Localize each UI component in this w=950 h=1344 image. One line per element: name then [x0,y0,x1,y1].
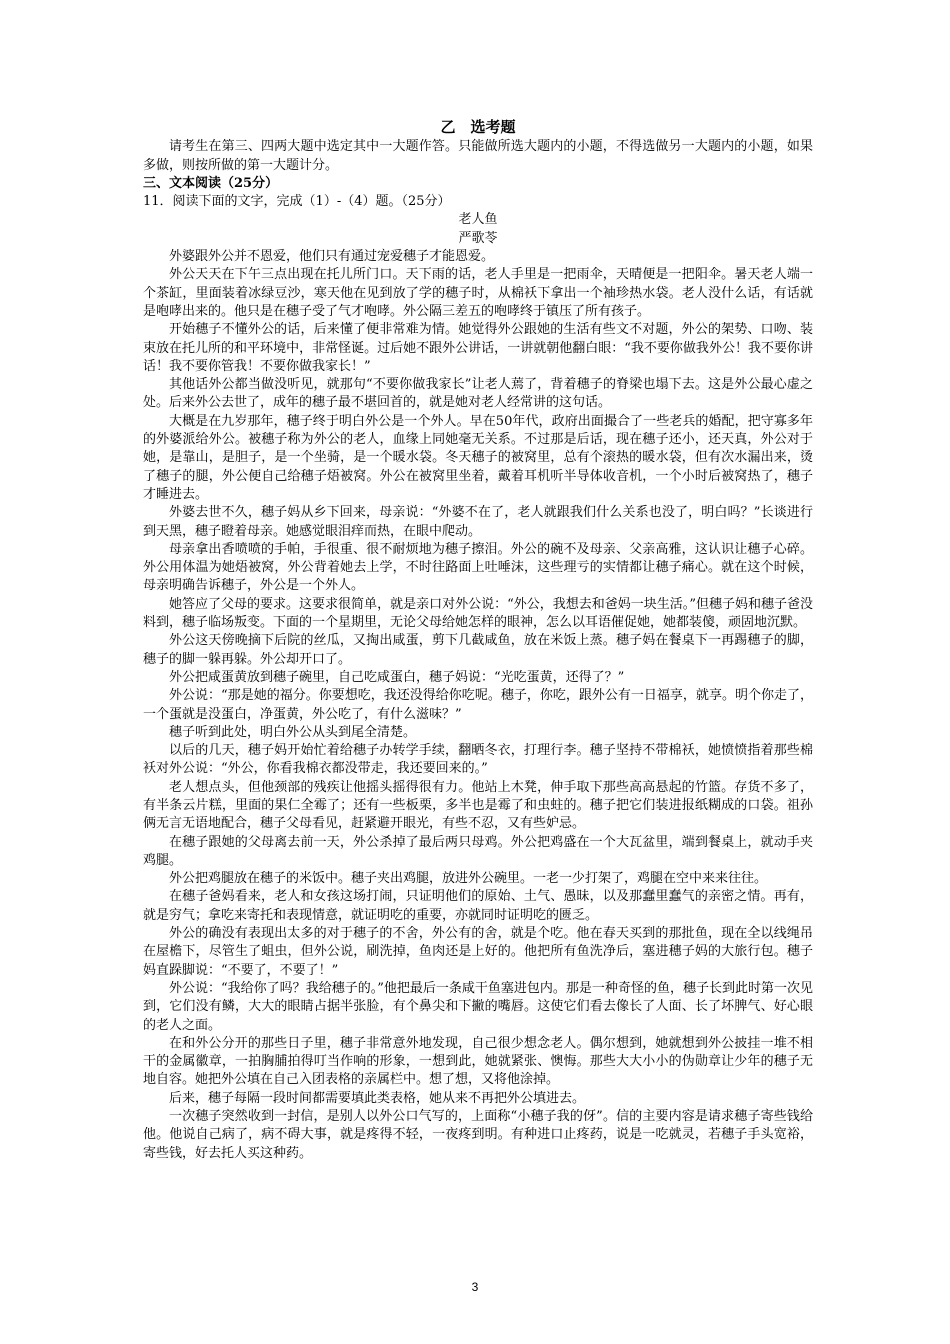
question-prompt: 11．阅读下面的文字，完成（1）-（4）题。（25分） [143,194,451,210]
paragraph: 一次穗子突然收到一封信，是别人以外公口气写的，上面称“小穗子我的伢”。信的主要内容是请求穗子寄些钱给他。他说自己病了，病不碍大事，就是疼得不轻，一夜疼到明。有种进口止疼药，说是一吃就灵，若穗子手头宽裕，寄些钱，好去托人买这种药。 [143,1109,813,1161]
paragraph: 外公天天在下午三点出现在托儿所门口。天下雨的话，老人手里是一把雨伞，天晴便是一把阳伞。暑天老人端一个茶缸，里面装着冰绿豆沙，寒天他在见到放了学的穗子时，从棉袄下拿出一个袖珍热水袋。老人没什么话，有话就是咆哮出来的。他只是在穗子受了气才咆哮。外公隔三差五的咆哮终于镇压了所有孩子。 [143,267,813,319]
paragraph: 外公说：“我给你了吗？我给穗子的。”他把最后一条咸干鱼塞进包内。那是一种奇怪的鱼，穗子长到此时第一次见到，它们没有鳞，大大的眼睛占据半张脸，有个鼻尖和下撇的嘴唇。这使它们看去像长了人面、长了坏脾气、好心眼的老人之面。 [143,980,813,1033]
paragraph: 后来，穗子每隔一段时间都需要填此类表格，她从来不再把外公填进去。 [169,1090,586,1106]
paragraph: 外公说：“那是她的福分。你要想吃，我还没得给你吃呢。穗子，你吃，跟外公有一日福享，就享。明个你走了，一个蛋就是没蛋白，净蛋黄，外公吃了，有什么滋味？” [143,688,813,722]
paragraph: 大概是在九岁那年，穗子终于明白外公是一个外人。早在50年代，政府出面撮合了一些老兵的婚配，把守寡多年的外婆派给外公。被穗子称为外公的老人，血缘上同她毫无关系。不过那是后话，现在穗子还小，还天真，外公对于她，是靠山，是胆子，是一个坐骑，是一个暖水袋。冬天穗子的被窝里，总有个滚热的暖水袋，但有次水漏出来，烫了穗子的腿，外公便自己给穗子焐被窝。外公在被窝里坐着，戴着耳机听半导体收音机，一个小时后被窝热了，穗子才睡进去。 [143,413,813,502]
paragraph: 外婆去世不久，穗子妈从乡下回来，母亲说：“外婆不在了，老人就跟我们什么关系也没了，明白吗？”长谈进行到天黑，穗子瞪着母亲。她感觉眼泪痒而热，在眼中爬动。 [143,505,813,539]
paragraph: 外婆跟外公并不恩爱，他们只有通过宠爱穗子才能恩爱。 [169,249,495,265]
paragraph: 在穗子跟她的父母离去前一天，外公杀掉了最后两只母鸡。外公把鸡盛在一个大瓦盆里，端到餐桌上，就动手夹鸡腿。 [143,834,813,868]
page-number: 3 [471,1280,479,1294]
paragraph: 外公把鸡腿放在穗子的米饭中。穗子夹出鸡腿，放进外公碗里。一老一少打架了，鸡腿在空中来来往往。 [169,871,768,887]
paragraph: 开始穗子不懂外公的话，后来懂了便非常难为情。她觉得外公跟她的生活有些文不对题，外公的架势、口吻、装束放在托儿所的和平环境中，非常怪诞。过后她不跟外公讲话，一讲就朝他翻白眼：“我不要你做我外公！我不要你讲话！我不要你管我！不要你做我家长！” [143,322,813,374]
paragraph: 在穗子爸妈看来，老人和女孩这场打闹，只证明他们的原始、土气、愚昧，以及那蠢里蠢气的亲密之情。再有，就是穷气；拿吃来寄托和表现情意，就证明吃的重要，亦就同时证明吃的匮乏。 [143,889,813,923]
paragraph: 她答应了父母的要求。这要求很简单，就是亲口对外公说：“外公，我想去和爸妈一块生活。”但穗子妈和穗子爸没料到，穗子临场叛变。下面的一个星期里，无论父母给她怎样的眼神，怎么以耳语催促她，她都装傻，顽固地沉默。 [143,596,813,631]
paragraph: 老人想点头，但他颈部的残疾让他摇头摇得很有力。他站上木凳，伸手取下那些高高悬起的竹篮。存货不多了，有半条云片糕，里面的果仁全霉了；还有一些板栗，多半也是霉了和虫蛀的。穗子把它们装进报纸糊成的口袋。祖孙俩无言无语地配合，穗子父母看见，赶紧避开眼光，有些不忍，又有些妒忌。 [143,779,813,832]
paragraph: 母亲拿出香喷喷的手帕，手很重、很不耐烦地为穗子擦泪。外公的碗不及母亲、父亲高雅，这认识让穗子心碎。外公用体温为她焐被窝，外公背着她去上学，不时往路面上吐唾沫，这些理亏的实情都让穗子痛心。就在这个时候，母亲明确告诉穗子，外公是一个外人。 [143,541,813,594]
document-page [143,118,813,1163]
paragraph: 其他话外公都当做没听见，就那句“不要你做我家长”让老人蔫了，背着穗子的脊梁也塌下去。这是外公最心虚之处。后来外公去世了，成年的穗子最不堪回首的，就是她对老人经常讲的这句话。 [143,377,813,411]
story-title: 老人鱼 [458,212,498,228]
paragraph: 外公的确没有表现出太多的对于穗子的不舍，外公有的舍，就是个吃。他在春天买到的那批鱼，现在全以线绳吊在屋檐下，尽管生了蛆虫，但外公说，刷洗掉，鱼肉还是上好的。他把所有鱼洗净后，塞进穗子妈的大旅行包。穗子妈直跺脚说：“不要了，不要了！” [143,926,813,978]
section-title: 乙 选考题 [440,118,516,136]
paragraph: 外公这天傍晚摘下后院的丝瓜，又掏出咸蛋，剪下几截咸鱼，放在米饭上蒸。穗子妈在餐桌下一再踢穗子的脚，穗子的脚一躲再躲。外公却开口了。 [143,633,813,667]
story-author: 严歌苓 [458,230,498,246]
paragraph: 穗子听到此处，明白外公从头到尾全清楚。 [169,724,417,740]
paragraph: 以后的几天，穗子妈开始忙着给穗子办转学手续，翻晒冬衣，打理行李。穗子坚持不带棉袄，她愤愤指着那些棉袄对外公说：“外公，你看我棉衣都没带走，我还要回来的。” [143,743,813,777]
paragraph: 外公把咸蛋黄放到穗子碗里，自己吃咸蛋白，穗子妈说：“光吃蛋黄，还得了？” [169,669,625,685]
part-heading: 三、文本阅读（25分） [143,175,279,191]
paragraph: 在和外公分开的那些日子里，穗子非常意外地发现，自己很少想念老人。偶尔想到，她就想到外公披挂一堆不相干的金属徽章，一拍胸脯拍得叮当作响的形象，一想到此，她就紧张、懊悔。那些大大小小的伪勋章让少年的穗子无地自容。她把外公填在自己入团表格的亲属栏中。想了想，又将他涂掉。 [143,1035,813,1088]
instructions: 请考生在第三、四两大题中选定其中一大题作答。只能做所选大题内的小题，不得选做另一大题内的小题，如果多做，则按所做的第一大题计分。 [143,139,813,173]
